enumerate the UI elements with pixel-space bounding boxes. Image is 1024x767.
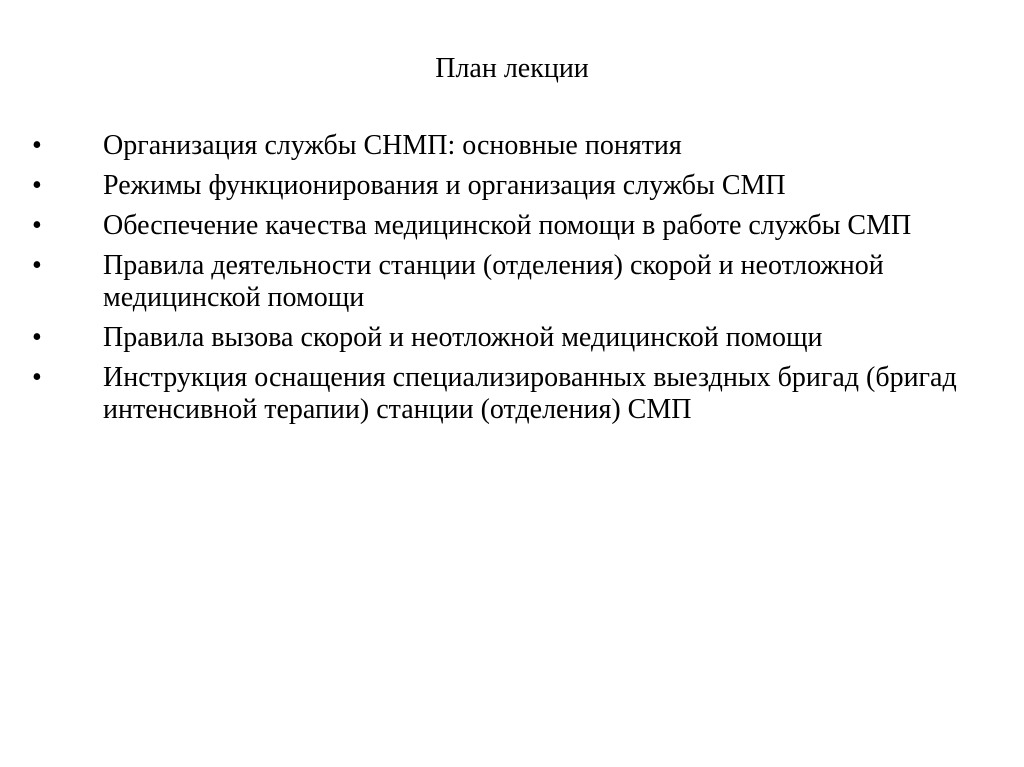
bullet-icon: • xyxy=(32,210,42,241)
bullet-icon: • xyxy=(32,250,42,281)
lecture-plan-list xyxy=(0,130,1024,434)
bullet-icon: • xyxy=(32,322,42,353)
list-item-text: Обеспечение качества медицинской помощи в работе службы СМП xyxy=(103,210,912,241)
list-item xyxy=(0,210,1024,242)
list-item xyxy=(0,362,1024,426)
list-item-text: Организация службы СНМП: основные понятия xyxy=(103,130,682,161)
list-item-text: Правила вызова скорой и неотложной медицинской помощи xyxy=(103,322,823,353)
list-item xyxy=(0,250,1024,314)
list-item-text: Режимы функционирования и организация службы СМП xyxy=(103,170,786,201)
bullet-icon: • xyxy=(32,362,42,393)
slide-title: План лекции xyxy=(435,53,589,84)
list-item xyxy=(0,130,1024,162)
list-item xyxy=(0,170,1024,202)
list-item-text: Инструкция оснащения специализированных выездных бригад (бригад интенсивной терапии) станции (отделения) СМП xyxy=(103,362,957,425)
bullet-icon: • xyxy=(32,170,42,201)
list-item xyxy=(0,322,1024,354)
bullet-icon: • xyxy=(32,130,42,161)
list-item-text: Правила деятельности станции (отделения) скорой и неотложной медицинской помощи xyxy=(103,250,884,313)
